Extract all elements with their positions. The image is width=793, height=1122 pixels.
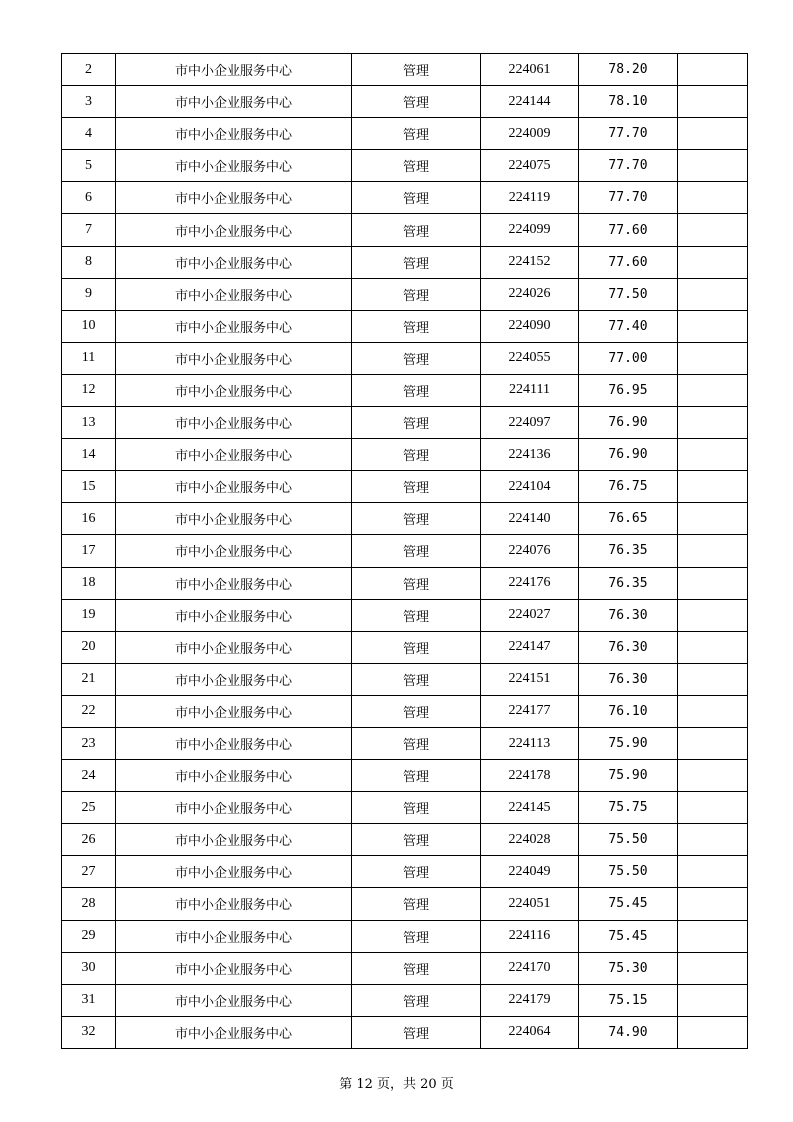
note-cell <box>678 1016 748 1048</box>
score-cell: 76.10 <box>579 695 678 727</box>
note-cell <box>678 695 748 727</box>
note-cell <box>678 663 748 695</box>
unit-cell: 市中小企业服务中心 <box>116 407 352 439</box>
table-row <box>62 54 748 86</box>
score-cell: 77.70 <box>579 182 678 214</box>
candidate-id-cell: 224075 <box>481 150 579 182</box>
table-row <box>62 150 748 182</box>
score-cell: 76.65 <box>579 503 678 535</box>
table-row <box>62 727 748 759</box>
table-row <box>62 824 748 856</box>
candidate-id-cell: 224111 <box>481 374 579 406</box>
note-cell <box>678 952 748 984</box>
row-number-cell: 31 <box>62 984 116 1016</box>
position-cell: 管理 <box>352 150 481 182</box>
row-number-cell: 10 <box>62 310 116 342</box>
score-cell: 76.30 <box>579 663 678 695</box>
unit-cell: 市中小企业服务中心 <box>116 984 352 1016</box>
note-cell <box>678 984 748 1016</box>
table-row <box>62 503 748 535</box>
candidate-id-cell: 224064 <box>481 1016 579 1048</box>
position-cell: 管理 <box>352 439 481 471</box>
score-cell: 75.45 <box>579 888 678 920</box>
table-row <box>62 310 748 342</box>
score-cell: 77.70 <box>579 150 678 182</box>
note-cell <box>678 471 748 503</box>
note-cell <box>678 856 748 888</box>
candidate-id-cell: 224104 <box>481 471 579 503</box>
score-cell: 75.45 <box>579 920 678 952</box>
note-cell <box>678 246 748 278</box>
score-cell: 75.30 <box>579 952 678 984</box>
candidate-id-cell: 224116 <box>481 920 579 952</box>
row-number-cell: 17 <box>62 535 116 567</box>
unit-cell: 市中小企业服务中心 <box>116 824 352 856</box>
score-cell: 75.50 <box>579 824 678 856</box>
position-cell: 管理 <box>352 792 481 824</box>
position-cell: 管理 <box>352 856 481 888</box>
position-cell: 管理 <box>352 599 481 631</box>
unit-cell: 市中小企业服务中心 <box>116 310 352 342</box>
score-cell: 75.75 <box>579 792 678 824</box>
row-number-cell: 12 <box>62 374 116 406</box>
candidate-id-cell: 224136 <box>481 439 579 471</box>
row-number-cell: 7 <box>62 214 116 246</box>
candidate-id-cell: 224152 <box>481 246 579 278</box>
row-number-cell: 26 <box>62 824 116 856</box>
score-cell: 76.30 <box>579 599 678 631</box>
candidate-id-cell: 224179 <box>481 984 579 1016</box>
score-cell: 75.50 <box>579 856 678 888</box>
candidate-id-cell: 224176 <box>481 567 579 599</box>
score-cell: 77.70 <box>579 118 678 150</box>
note-cell <box>678 792 748 824</box>
table-row <box>62 695 748 727</box>
position-cell: 管理 <box>352 952 481 984</box>
score-cell: 77.60 <box>579 214 678 246</box>
table-row <box>62 792 748 824</box>
row-number-cell: 2 <box>62 54 116 86</box>
row-number-cell: 30 <box>62 952 116 984</box>
score-table <box>61 53 748 1049</box>
score-cell: 76.75 <box>579 471 678 503</box>
position-cell: 管理 <box>352 727 481 759</box>
score-cell: 77.00 <box>579 342 678 374</box>
unit-cell: 市中小企业服务中心 <box>116 856 352 888</box>
candidate-id-cell: 224147 <box>481 631 579 663</box>
row-number-cell: 32 <box>62 1016 116 1048</box>
note-cell <box>678 278 748 310</box>
candidate-id-cell: 224028 <box>481 824 579 856</box>
score-cell: 76.35 <box>579 535 678 567</box>
candidate-id-cell: 224051 <box>481 888 579 920</box>
position-cell: 管理 <box>352 984 481 1016</box>
candidate-id-cell: 224061 <box>481 54 579 86</box>
row-number-cell: 19 <box>62 599 116 631</box>
candidate-id-cell: 224076 <box>481 535 579 567</box>
position-cell: 管理 <box>352 86 481 118</box>
row-number-cell: 16 <box>62 503 116 535</box>
candidate-id-cell: 224113 <box>481 727 579 759</box>
candidate-id-cell: 224027 <box>481 599 579 631</box>
table-row <box>62 760 748 792</box>
table-row <box>62 663 748 695</box>
note-cell <box>678 439 748 471</box>
candidate-id-cell: 224097 <box>481 407 579 439</box>
note-cell <box>678 182 748 214</box>
position-cell: 管理 <box>352 1016 481 1048</box>
unit-cell: 市中小企业服务中心 <box>116 246 352 278</box>
note-cell <box>678 342 748 374</box>
note-cell <box>678 374 748 406</box>
table-row <box>62 246 748 278</box>
score-cell: 76.90 <box>579 407 678 439</box>
note-cell <box>678 920 748 952</box>
note-cell <box>678 599 748 631</box>
row-number-cell: 15 <box>62 471 116 503</box>
unit-cell: 市中小企业服务中心 <box>116 86 352 118</box>
candidate-id-cell: 224026 <box>481 278 579 310</box>
score-cell: 77.50 <box>579 278 678 310</box>
score-cell: 76.30 <box>579 631 678 663</box>
unit-cell: 市中小企业服务中心 <box>116 631 352 663</box>
position-cell: 管理 <box>352 246 481 278</box>
note-cell <box>678 54 748 86</box>
table-row <box>62 374 748 406</box>
row-number-cell: 24 <box>62 760 116 792</box>
position-cell: 管理 <box>352 471 481 503</box>
score-cell: 75.15 <box>579 984 678 1016</box>
table-row <box>62 984 748 1016</box>
candidate-id-cell: 224119 <box>481 182 579 214</box>
table-row <box>62 856 748 888</box>
note-cell <box>678 86 748 118</box>
unit-cell: 市中小企业服务中心 <box>116 342 352 374</box>
row-number-cell: 14 <box>62 439 116 471</box>
candidate-id-cell: 224177 <box>481 695 579 727</box>
table-body <box>62 54 748 1049</box>
position-cell: 管理 <box>352 503 481 535</box>
unit-cell: 市中小企业服务中心 <box>116 920 352 952</box>
position-cell: 管理 <box>352 118 481 150</box>
unit-cell: 市中小企业服务中心 <box>116 503 352 535</box>
note-cell <box>678 503 748 535</box>
score-cell: 75.90 <box>579 727 678 759</box>
row-number-cell: 8 <box>62 246 116 278</box>
unit-cell: 市中小企业服务中心 <box>116 952 352 984</box>
position-cell: 管理 <box>352 407 481 439</box>
note-cell <box>678 407 748 439</box>
row-number-cell: 11 <box>62 342 116 374</box>
table-row <box>62 342 748 374</box>
position-cell: 管理 <box>352 342 481 374</box>
note-cell <box>678 214 748 246</box>
unit-cell: 市中小企业服务中心 <box>116 727 352 759</box>
candidate-id-cell: 224055 <box>481 342 579 374</box>
candidate-id-cell: 224090 <box>481 310 579 342</box>
row-number-cell: 6 <box>62 182 116 214</box>
row-number-cell: 18 <box>62 567 116 599</box>
note-cell <box>678 631 748 663</box>
table-row <box>62 599 748 631</box>
position-cell: 管理 <box>352 567 481 599</box>
unit-cell: 市中小企业服务中心 <box>116 792 352 824</box>
row-number-cell: 5 <box>62 150 116 182</box>
table-row <box>62 86 748 118</box>
candidate-id-cell: 224178 <box>481 760 579 792</box>
row-number-cell: 21 <box>62 663 116 695</box>
row-number-cell: 3 <box>62 86 116 118</box>
score-cell: 78.20 <box>579 54 678 86</box>
note-cell <box>678 535 748 567</box>
unit-cell: 市中小企业服务中心 <box>116 888 352 920</box>
table-row <box>62 952 748 984</box>
position-cell: 管理 <box>352 374 481 406</box>
row-number-cell: 20 <box>62 631 116 663</box>
unit-cell: 市中小企业服务中心 <box>116 599 352 631</box>
candidate-id-cell: 224140 <box>481 503 579 535</box>
unit-cell: 市中小企业服务中心 <box>116 374 352 406</box>
candidate-id-cell: 224049 <box>481 856 579 888</box>
position-cell: 管理 <box>352 631 481 663</box>
table-row <box>62 920 748 952</box>
note-cell <box>678 118 748 150</box>
table-row <box>62 407 748 439</box>
note-cell <box>678 824 748 856</box>
unit-cell: 市中小企业服务中心 <box>116 695 352 727</box>
row-number-cell: 13 <box>62 407 116 439</box>
candidate-id-cell: 224009 <box>481 118 579 150</box>
unit-cell: 市中小企业服务中心 <box>116 182 352 214</box>
candidate-id-cell: 224099 <box>481 214 579 246</box>
note-cell <box>678 310 748 342</box>
row-number-cell: 28 <box>62 888 116 920</box>
row-number-cell: 4 <box>62 118 116 150</box>
note-cell <box>678 727 748 759</box>
score-cell: 76.90 <box>579 439 678 471</box>
note-cell <box>678 150 748 182</box>
score-cell: 76.95 <box>579 374 678 406</box>
score-cell: 75.90 <box>579 760 678 792</box>
position-cell: 管理 <box>352 663 481 695</box>
table-row <box>62 888 748 920</box>
position-cell: 管理 <box>352 182 481 214</box>
position-cell: 管理 <box>352 760 481 792</box>
table-row <box>62 535 748 567</box>
row-number-cell: 23 <box>62 727 116 759</box>
score-cell: 77.40 <box>579 310 678 342</box>
row-number-cell: 27 <box>62 856 116 888</box>
unit-cell: 市中小企业服务中心 <box>116 567 352 599</box>
row-number-cell: 25 <box>62 792 116 824</box>
table-row <box>62 567 748 599</box>
score-cell: 77.60 <box>579 246 678 278</box>
table-row <box>62 631 748 663</box>
unit-cell: 市中小企业服务中心 <box>116 439 352 471</box>
score-cell: 76.35 <box>579 567 678 599</box>
candidate-id-cell: 224144 <box>481 86 579 118</box>
table-row <box>62 471 748 503</box>
note-cell <box>678 760 748 792</box>
candidate-id-cell: 224170 <box>481 952 579 984</box>
unit-cell: 市中小企业服务中心 <box>116 663 352 695</box>
position-cell: 管理 <box>352 888 481 920</box>
position-cell: 管理 <box>352 54 481 86</box>
position-cell: 管理 <box>352 695 481 727</box>
score-cell: 74.90 <box>579 1016 678 1048</box>
table-row <box>62 439 748 471</box>
candidate-id-cell: 224145 <box>481 792 579 824</box>
table-row <box>62 1016 748 1048</box>
position-cell: 管理 <box>352 535 481 567</box>
row-number-cell: 29 <box>62 920 116 952</box>
page-footer: 第 12 页，共 20 页 <box>339 1077 454 1092</box>
unit-cell: 市中小企业服务中心 <box>116 118 352 150</box>
position-cell: 管理 <box>352 824 481 856</box>
unit-cell: 市中小企业服务中心 <box>116 214 352 246</box>
unit-cell: 市中小企业服务中心 <box>116 150 352 182</box>
unit-cell: 市中小企业服务中心 <box>116 535 352 567</box>
unit-cell: 市中小企业服务中心 <box>116 760 352 792</box>
table-row <box>62 214 748 246</box>
position-cell: 管理 <box>352 310 481 342</box>
unit-cell: 市中小企业服务中心 <box>116 1016 352 1048</box>
note-cell <box>678 567 748 599</box>
table-row <box>62 118 748 150</box>
note-cell <box>678 888 748 920</box>
row-number-cell: 22 <box>62 695 116 727</box>
unit-cell: 市中小企业服务中心 <box>116 54 352 86</box>
candidate-id-cell: 224151 <box>481 663 579 695</box>
score-cell: 78.10 <box>579 86 678 118</box>
table-row <box>62 278 748 310</box>
table-row <box>62 182 748 214</box>
unit-cell: 市中小企业服务中心 <box>116 471 352 503</box>
position-cell: 管理 <box>352 920 481 952</box>
unit-cell: 市中小企业服务中心 <box>116 278 352 310</box>
position-cell: 管理 <box>352 214 481 246</box>
row-number-cell: 9 <box>62 278 116 310</box>
position-cell: 管理 <box>352 278 481 310</box>
